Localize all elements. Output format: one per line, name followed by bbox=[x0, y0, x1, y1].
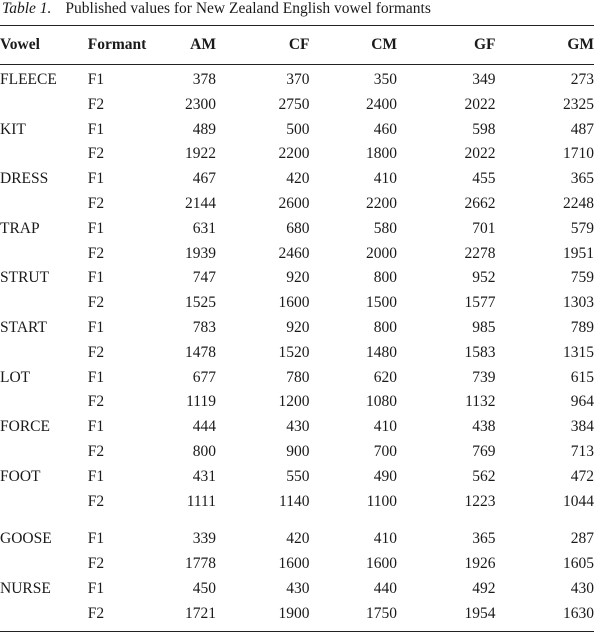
cm-cell: 2400 bbox=[366, 95, 398, 113]
cf-cell: 920 bbox=[286, 318, 310, 336]
vowel-cell: FLEECE bbox=[0, 71, 57, 88]
gm-cell: 964 bbox=[570, 393, 594, 411]
formant-cell: F2 bbox=[87, 492, 105, 510]
gf-cell: 1926 bbox=[464, 555, 496, 573]
formant-cell: F2 bbox=[87, 442, 105, 460]
gf-cell: 562 bbox=[472, 467, 496, 485]
gf-cell: 1583 bbox=[464, 343, 496, 361]
table-row bbox=[0, 366, 594, 391]
formant-cell: F1 bbox=[87, 269, 105, 287]
cm-cell: 460 bbox=[373, 120, 398, 138]
gf-cell: 2278 bbox=[464, 244, 496, 262]
table-row bbox=[0, 64, 594, 93]
vowel-cell: STRUT bbox=[0, 269, 50, 287]
gm-cell: 287 bbox=[570, 530, 594, 548]
table-row bbox=[0, 291, 594, 316]
gf-cell: 349 bbox=[472, 71, 496, 88]
formant-cell: F1 bbox=[87, 318, 105, 336]
table-row bbox=[0, 167, 594, 192]
am-cell: 1119 bbox=[186, 393, 216, 411]
gm-cell: 1303 bbox=[563, 294, 594, 312]
gf-cell: 701 bbox=[472, 219, 496, 237]
formant-cell: F2 bbox=[87, 194, 105, 212]
am-cell: 783 bbox=[192, 318, 216, 336]
table-body bbox=[0, 64, 594, 627]
cm-cell: 580 bbox=[373, 219, 398, 237]
am-cell: 1478 bbox=[184, 343, 216, 361]
vowel-cell: NURSE bbox=[0, 579, 51, 597]
cm-cell: 620 bbox=[373, 368, 398, 386]
am-cell: 378 bbox=[192, 71, 216, 88]
table-row bbox=[0, 514, 594, 552]
cm-cell: 440 bbox=[373, 579, 398, 597]
cf-cell: 1600 bbox=[278, 555, 310, 573]
cf-cell: 1140 bbox=[279, 492, 310, 510]
column-header-vowel: Vowel bbox=[0, 36, 40, 53]
am-cell: 489 bbox=[192, 120, 216, 138]
table-row bbox=[0, 341, 594, 366]
vowel-cell bbox=[0, 390, 88, 415]
formant-cell: F1 bbox=[87, 530, 105, 548]
formant-cell: F1 bbox=[87, 170, 105, 188]
column-header-gf: GF bbox=[473, 36, 496, 53]
cf-cell: 920 bbox=[286, 269, 310, 287]
vowel-cell bbox=[0, 93, 88, 118]
cf-cell: 420 bbox=[286, 530, 310, 548]
am-cell: 1721 bbox=[184, 604, 216, 622]
cm-cell: 1100 bbox=[366, 492, 398, 510]
am-cell: 467 bbox=[192, 170, 216, 188]
vowel-cell bbox=[0, 602, 88, 627]
gm-cell: 579 bbox=[570, 219, 594, 237]
gf-cell: 985 bbox=[472, 318, 496, 336]
formant-cell: F2 bbox=[87, 294, 105, 312]
column-header-cm: CM bbox=[371, 36, 398, 53]
gf-cell: 2022 bbox=[464, 145, 496, 163]
table-row bbox=[0, 602, 594, 627]
formant-cell: F2 bbox=[87, 555, 105, 573]
gm-cell: 1630 bbox=[563, 604, 594, 622]
formant-cell: F1 bbox=[87, 368, 105, 386]
am-cell: 444 bbox=[192, 418, 216, 436]
cm-cell: 1080 bbox=[366, 393, 398, 411]
cf-cell: 550 bbox=[286, 467, 310, 485]
column-header-formant: Formant bbox=[87, 36, 147, 53]
formant-cell: F2 bbox=[87, 343, 105, 361]
vowel-cell bbox=[0, 490, 88, 515]
gm-cell: 273 bbox=[570, 71, 594, 88]
cf-cell: 2600 bbox=[278, 194, 310, 212]
am-cell: 339 bbox=[192, 530, 216, 548]
cf-cell: 1900 bbox=[278, 604, 310, 622]
cf-cell: 780 bbox=[286, 368, 310, 386]
cm-cell: 490 bbox=[373, 467, 398, 485]
table-row bbox=[0, 242, 594, 267]
am-cell: 450 bbox=[192, 579, 216, 597]
gm-cell: 1951 bbox=[563, 244, 594, 262]
formant-cell: F2 bbox=[87, 95, 105, 113]
gf-cell: 769 bbox=[472, 442, 496, 460]
column-header-cf: CF bbox=[288, 36, 310, 53]
table-row bbox=[0, 465, 594, 490]
cf-cell: 430 bbox=[286, 418, 310, 436]
table-caption-label: Table 1. bbox=[2, 0, 52, 17]
formant-cell: F1 bbox=[87, 418, 105, 436]
gf-cell: 598 bbox=[472, 120, 496, 138]
gf-cell: 1577 bbox=[464, 294, 496, 312]
cm-cell: 410 bbox=[373, 530, 398, 548]
gf-cell: 1132 bbox=[465, 393, 496, 411]
table-row bbox=[0, 440, 594, 465]
vowel-cell bbox=[0, 291, 88, 316]
formant-cell: F2 bbox=[87, 393, 105, 411]
table-row bbox=[0, 266, 594, 291]
vowel-cell: FOOT bbox=[0, 467, 41, 485]
formant-cell: F1 bbox=[87, 71, 105, 88]
am-cell: 1525 bbox=[184, 294, 216, 312]
cf-cell: 500 bbox=[286, 120, 310, 138]
table-caption bbox=[2, 0, 431, 18]
cf-cell: 430 bbox=[286, 579, 310, 597]
table-caption-text: Published values for New Zealand English vowel formants bbox=[65, 0, 431, 17]
formant-cell: F1 bbox=[87, 120, 105, 138]
cm-cell: 410 bbox=[373, 170, 398, 188]
table-header-row bbox=[0, 26, 594, 64]
formant-cell: F2 bbox=[87, 145, 105, 163]
table-bottom-rule bbox=[0, 631, 594, 632]
formant-cell: F2 bbox=[87, 244, 105, 262]
gf-cell: 1954 bbox=[464, 604, 496, 622]
cm-cell: 2000 bbox=[366, 244, 398, 262]
table-row bbox=[0, 93, 594, 118]
table-row bbox=[0, 490, 594, 515]
gm-cell: 1710 bbox=[563, 145, 594, 163]
cm-cell: 1480 bbox=[366, 343, 398, 361]
formant-cell: F1 bbox=[87, 219, 105, 237]
table-row bbox=[0, 552, 594, 577]
am-cell: 2300 bbox=[184, 95, 216, 113]
gm-cell: 1044 bbox=[563, 492, 594, 510]
formant-table bbox=[0, 26, 594, 627]
vowel-cell bbox=[0, 552, 88, 577]
formant-cell: F1 bbox=[87, 579, 105, 597]
cf-cell: 680 bbox=[286, 219, 310, 237]
cf-cell: 900 bbox=[286, 442, 310, 460]
cm-cell: 1800 bbox=[366, 145, 398, 163]
vowel-cell bbox=[0, 192, 88, 217]
table-row bbox=[0, 118, 594, 143]
table-row bbox=[0, 415, 594, 440]
gm-cell: 1605 bbox=[563, 555, 594, 573]
gm-cell: 1315 bbox=[563, 343, 594, 361]
table-row bbox=[0, 316, 594, 341]
cf-cell: 2750 bbox=[278, 95, 310, 113]
gm-cell: 430 bbox=[570, 579, 594, 597]
am-cell: 1111 bbox=[186, 492, 216, 510]
gm-cell: 2248 bbox=[563, 194, 594, 212]
gm-cell: 487 bbox=[570, 120, 594, 138]
formant-cell: F2 bbox=[87, 604, 105, 622]
cf-cell: 420 bbox=[286, 170, 310, 188]
gf-cell: 2022 bbox=[464, 95, 496, 113]
vowel-cell: GOOSE bbox=[0, 530, 52, 548]
am-cell: 747 bbox=[192, 269, 216, 287]
cm-cell: 2200 bbox=[366, 194, 398, 212]
vowel-cell bbox=[0, 440, 88, 465]
cm-cell: 800 bbox=[373, 269, 398, 287]
gm-cell: 2325 bbox=[563, 95, 594, 113]
table-row bbox=[0, 142, 594, 167]
am-cell: 2144 bbox=[184, 194, 216, 212]
gm-cell: 472 bbox=[570, 467, 594, 485]
table-row bbox=[0, 217, 594, 242]
cf-cell: 370 bbox=[286, 71, 310, 88]
gm-cell: 759 bbox=[570, 269, 594, 287]
vowel-cell bbox=[0, 142, 88, 167]
cm-cell: 410 bbox=[373, 418, 398, 436]
vowel-cell: KIT bbox=[0, 120, 26, 138]
gm-cell: 365 bbox=[570, 170, 594, 188]
cm-cell: 350 bbox=[373, 71, 398, 88]
cm-cell: 800 bbox=[373, 318, 398, 336]
cf-cell: 1600 bbox=[278, 294, 310, 312]
gf-cell: 952 bbox=[472, 269, 496, 287]
gf-cell: 739 bbox=[472, 368, 496, 386]
am-cell: 800 bbox=[192, 442, 216, 460]
cf-cell: 2200 bbox=[278, 145, 310, 163]
am-cell: 1939 bbox=[184, 244, 216, 262]
vowel-cell bbox=[0, 341, 88, 366]
vowel-cell: START bbox=[0, 318, 47, 336]
gm-cell: 384 bbox=[570, 418, 594, 436]
am-cell: 677 bbox=[192, 368, 216, 386]
cf-cell: 1200 bbox=[278, 393, 310, 411]
gf-cell: 2662 bbox=[464, 194, 496, 212]
table-row bbox=[0, 390, 594, 415]
cf-cell: 2460 bbox=[278, 244, 310, 262]
cf-cell: 1520 bbox=[278, 343, 310, 361]
vowel-cell: DRESS bbox=[0, 170, 49, 188]
table-row bbox=[0, 577, 594, 602]
vowel-cell: FORCE bbox=[0, 418, 50, 436]
gf-cell: 438 bbox=[472, 418, 496, 436]
cm-cell: 1500 bbox=[366, 294, 398, 312]
column-header-gm: GM bbox=[567, 36, 594, 53]
gf-cell: 1223 bbox=[464, 492, 496, 510]
vowel-cell: LOT bbox=[0, 368, 31, 386]
table-row bbox=[0, 192, 594, 217]
vowel-cell: TRAP bbox=[0, 219, 40, 237]
vowel-cell bbox=[0, 242, 88, 267]
gf-cell: 455 bbox=[472, 170, 496, 188]
gf-cell: 365 bbox=[472, 530, 496, 548]
gm-cell: 615 bbox=[570, 368, 594, 386]
column-header-am: AM bbox=[190, 36, 216, 53]
am-cell: 431 bbox=[192, 467, 216, 485]
gm-cell: 713 bbox=[570, 442, 594, 460]
cm-cell: 700 bbox=[373, 442, 398, 460]
am-cell: 631 bbox=[192, 219, 216, 237]
am-cell: 1922 bbox=[184, 145, 216, 163]
gf-cell: 492 bbox=[472, 579, 496, 597]
formant-cell: F1 bbox=[87, 467, 105, 485]
cm-cell: 1750 bbox=[366, 604, 398, 622]
am-cell: 1778 bbox=[184, 555, 216, 573]
gm-cell: 789 bbox=[570, 318, 594, 336]
cm-cell: 1600 bbox=[366, 555, 398, 573]
